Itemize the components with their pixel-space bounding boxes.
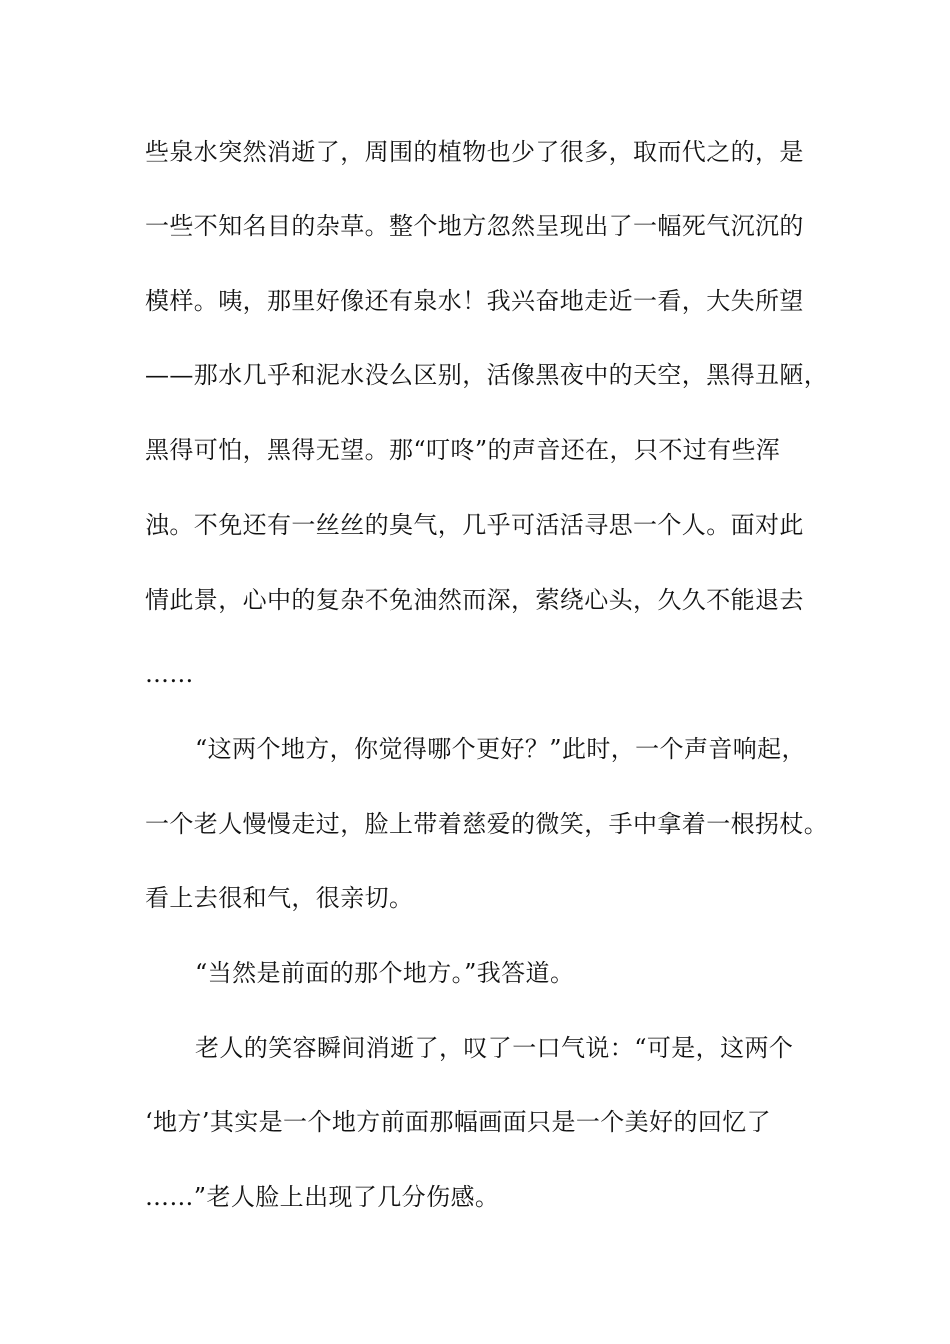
text-line: ——那水几乎和泥水没么区别，活像黑夜中的天空，黑得丑陋， — [145, 361, 829, 389]
text-line: “这两个地方，你觉得哪个更好？”此时，一个声音响起， — [195, 735, 806, 763]
text-line: 一些不知名目的杂草。整个地方忽然呈现出了一幅死气沉沉的 — [145, 212, 804, 240]
text-line: ‘地方’其实是一个地方前面那幅画面只是一个美好的回忆了 — [145, 1108, 772, 1136]
text-line: 模样。咦，那里好像还有泉水！我兴奋地走近一看，大失所望 — [145, 287, 804, 315]
text-line: 些泉水突然消逝了，周围的植物也少了很多，取而代之的，是 — [145, 138, 804, 166]
text-line: 一个老人慢慢走过，脸上带着慈爱的微笑，手中拿着一根拐杖。 — [145, 810, 829, 838]
text-line: “当然是前面的那个地方。”我答道。 — [195, 959, 575, 987]
text-line: 浊。不免还有一丝丝的臭气，几乎可活活寻思一个人。面对此 — [145, 511, 804, 539]
text-line: ……”老人脸上出现了几分伤感。 — [145, 1183, 500, 1211]
text-line: 看上去很和气，很亲切。 — [145, 884, 414, 912]
text-line: 老人的笑容瞬间消逝了，叹了一口气说：“可是，这两个 — [195, 1034, 794, 1062]
text-line: …… — [145, 660, 194, 688]
text-line: 情此景，心中的复杂不免油然而深，萦绕心头，久久不能退去 — [145, 586, 804, 614]
text-line: 黑得可怕，黑得无望。那“叮咚”的声音还在，只不过有些浑 — [145, 436, 781, 464]
